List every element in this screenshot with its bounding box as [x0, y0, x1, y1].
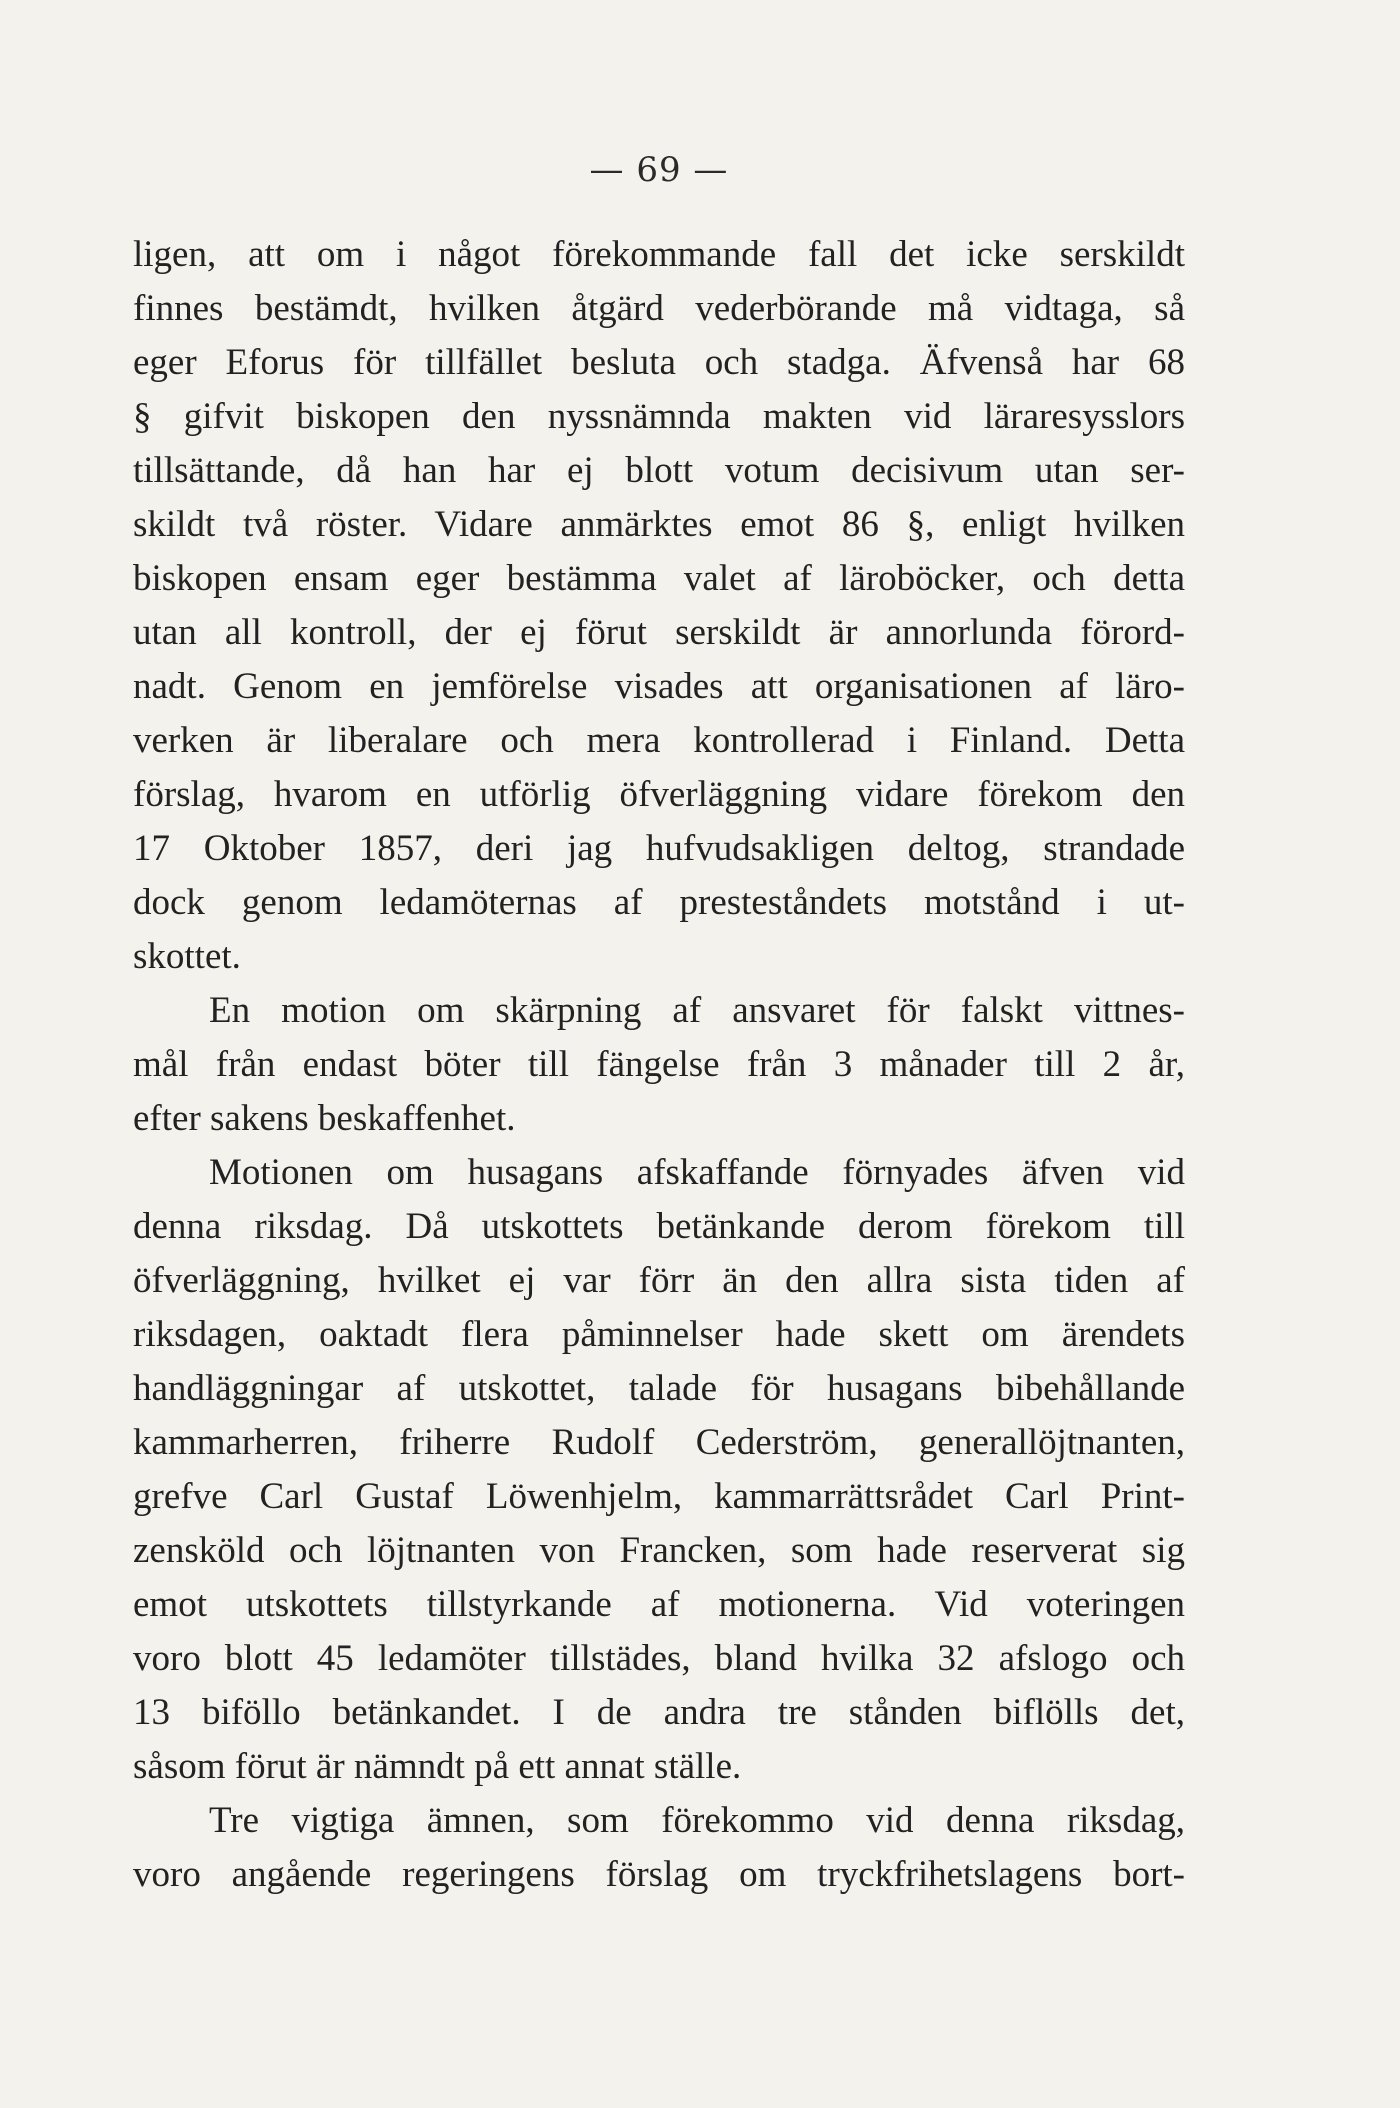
text-line: tillsättande, då han har ej blott votum decisivum utan ser- [133, 450, 1185, 491]
text-line: biskopen ensam eger bestämma valet af läroböcker, och detta [133, 558, 1185, 599]
text-line: denna riksdag. Då utskottets betänkande derom förekom till [133, 1206, 1185, 1247]
text-line: grefve Carl Gustaf Löwenhjelm, kammarrättsrådet Carl Print- [133, 1476, 1185, 1517]
text-line: § gifvit biskopen den nyssnämnda makten vid läraresysslors [133, 396, 1185, 437]
text-line: skildt två röster. Vidare anmärktes emot 86 §, enligt hvilken [133, 504, 1185, 545]
text-line: efter sakens beskaffenhet. [133, 1098, 516, 1139]
text-line: Tre vigtiga ämnen, som förekommo vid denna riksdag, [209, 1800, 1185, 1841]
paragraph [133, 1794, 1185, 1902]
text-line: finnes bestämdt, hvilken åtgärd vederbörande må vidtaga, så [133, 288, 1185, 329]
text-line: 17 Oktober 1857, deri jag hufvudsakligen deltog, strandade [133, 828, 1185, 869]
text-line: En motion om skärpning af ansvaret för falskt vittnes- [209, 990, 1185, 1031]
text-line: riksdagen, oaktadt flera påminnelser hade skett om ärendets [133, 1314, 1185, 1355]
text-line: Motionen om husagans afskaffande förnyades äfven vid [209, 1152, 1185, 1193]
text-line: zensköld och löjtnanten von Francken, som hade reserverat sig [133, 1530, 1185, 1571]
paragraph [133, 1146, 1185, 1794]
body-text [133, 228, 1185, 1902]
text-line: ligen, att om i något förekommande fall det icke serskildt [133, 234, 1185, 275]
text-line: eger Eforus för tillfället besluta och stadga. Äfvenså har 68 [133, 342, 1185, 383]
paragraph [133, 228, 1185, 984]
text-line: handläggningar af utskottet, talade för husagans bibehållande [133, 1368, 1185, 1409]
text-line: mål från endast böter till fängelse från 3 månader till 2 år, [133, 1044, 1185, 1085]
page-number: — 69 — [589, 150, 729, 190]
text-line: såsom förut är nämndt på ett annat ställe. [133, 1746, 742, 1787]
text-line: verken är liberalare och mera kontrollerad i Finland. Detta [133, 720, 1185, 761]
text-line: nadt. Genom en jemförelse visades att organisationen af läro- [133, 666, 1185, 707]
text-line: öfverläggning, hvilket ej var förr än den allra sista tiden af [133, 1260, 1185, 1301]
text-line: voro blott 45 ledamöter tillstädes, bland hvilka 32 afslogo och [133, 1638, 1185, 1679]
text-line: 13 biföllo betänkandet. I de andra tre stånden biflölls det, [133, 1692, 1185, 1733]
text-line: dock genom ledamöternas af presteståndets motstånd i ut- [133, 882, 1185, 923]
text-line: voro angående regeringens förslag om tryckfrihetslagens bort- [133, 1854, 1185, 1895]
text-line: utan all kontroll, der ej förut serskildt är annorlunda förord- [133, 612, 1185, 653]
text-line: kammarherren, friherre Rudolf Cederström, generallöjtnanten, [133, 1422, 1185, 1463]
text-line: emot utskottets tillstyrkande af motionerna. Vid voteringen [133, 1584, 1185, 1625]
text-line: skottet. [133, 936, 241, 977]
text-line: förslag, hvarom en utförlig öfverläggning vidare förekom den [133, 774, 1185, 815]
paragraph [133, 984, 1185, 1146]
